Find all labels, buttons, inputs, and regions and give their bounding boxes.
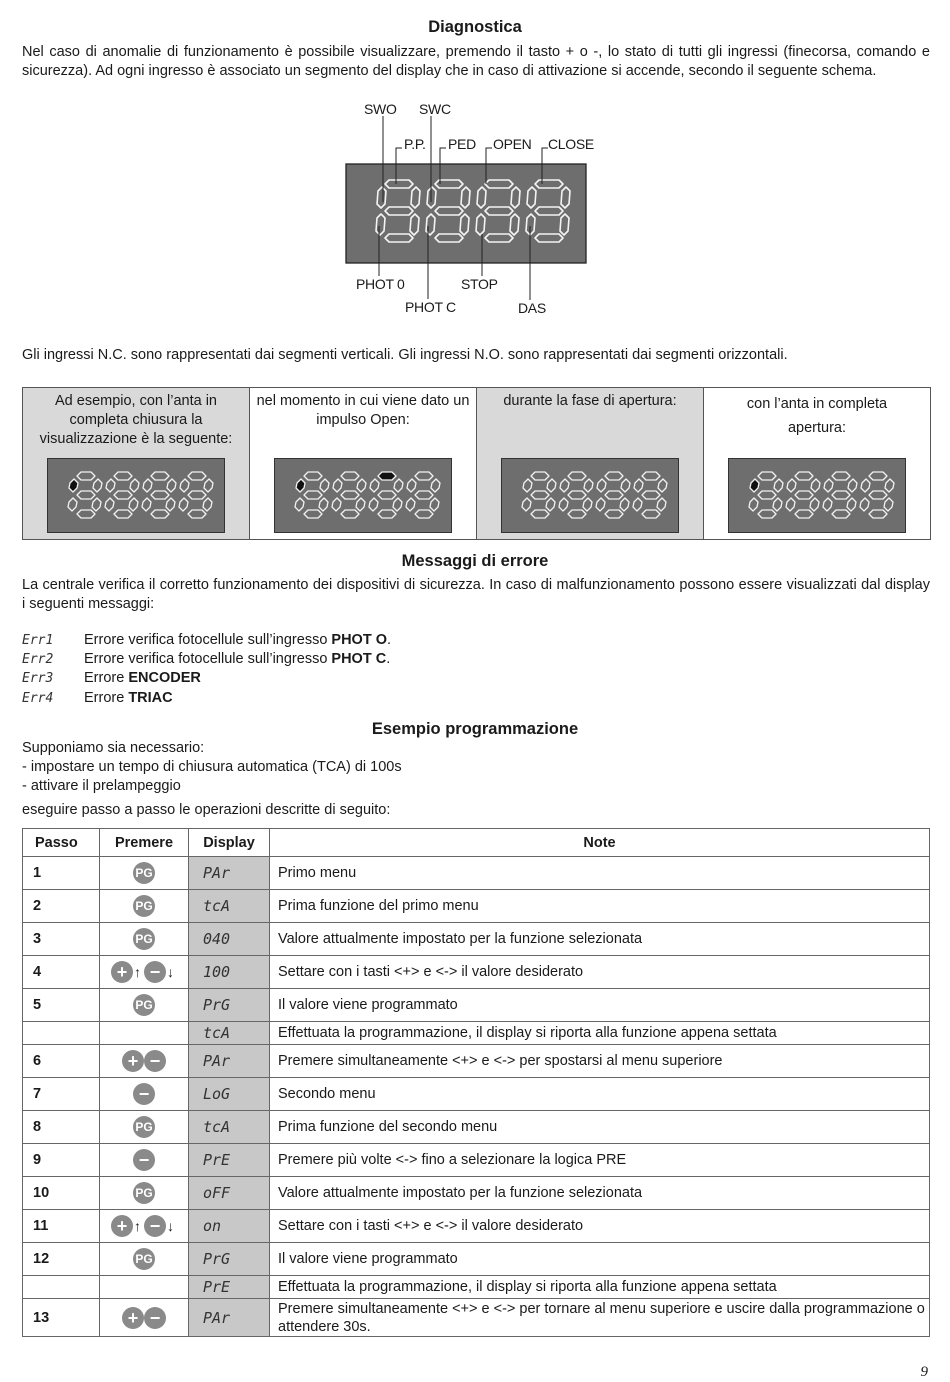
step-number: 7 <box>23 1078 100 1111</box>
step-note: Effettuata la programmazione, il display si riporta alla funzione appena settata <box>270 1276 930 1299</box>
segment-lr <box>620 498 629 511</box>
segment-lr <box>129 498 138 511</box>
pg-button-icon: PG <box>133 1116 155 1138</box>
label-phot0: PHOT 0 <box>356 276 405 292</box>
segment-ll <box>559 498 568 511</box>
segment-ur <box>431 479 440 492</box>
examples-table <box>22 387 931 540</box>
segment-ul <box>787 479 796 492</box>
segment-t <box>568 472 586 480</box>
segment-t <box>869 472 887 480</box>
step-note: Secondo menu <box>270 1078 930 1111</box>
segment-lr <box>430 498 439 511</box>
segment-ur <box>848 479 857 492</box>
segment-b <box>642 510 660 518</box>
segment-ll <box>179 498 188 511</box>
pg-button-icon: PG <box>133 1182 155 1204</box>
segment-ur <box>167 479 176 492</box>
segment-ll <box>522 498 531 511</box>
segment-b <box>304 510 322 518</box>
example-text: nel momento in cui viene dato un impulso Open: <box>256 393 470 428</box>
segment-b <box>605 510 623 518</box>
segment-ur <box>130 479 139 492</box>
label-photc: PHOT C <box>405 299 456 315</box>
segment-lr <box>393 498 402 511</box>
pg-button-icon: PG <box>133 862 155 884</box>
segment-ul <box>824 479 833 492</box>
main-display <box>340 98 600 323</box>
press-buttons <box>100 1243 189 1276</box>
example-cell-closed <box>23 388 250 539</box>
page-number: 9 <box>920 1364 928 1380</box>
segment-lr <box>884 498 893 511</box>
press-buttons <box>100 989 189 1022</box>
segment-ul <box>407 479 416 492</box>
step-number: 13 <box>23 1299 100 1337</box>
segment-m <box>304 491 322 499</box>
segment-ul <box>560 479 569 492</box>
table-row <box>23 1299 930 1337</box>
segment-ur <box>621 479 630 492</box>
segment-t <box>378 472 396 480</box>
display-code: PAr <box>189 1045 270 1078</box>
segment-t <box>114 472 132 480</box>
segment-lr <box>319 498 328 511</box>
plus-button-icon: + <box>111 961 133 983</box>
error-tail: . <box>387 632 392 648</box>
table-row <box>23 1177 930 1210</box>
segment-lr <box>810 498 819 511</box>
segment-b <box>415 510 433 518</box>
segment-t <box>304 472 322 480</box>
step-number: 8 <box>23 1111 100 1144</box>
segment-b <box>151 510 169 518</box>
table-row <box>23 890 930 923</box>
table-row <box>23 857 930 890</box>
segment-ul <box>370 479 379 492</box>
segment-ul <box>861 479 870 492</box>
press-buttons <box>100 1022 189 1045</box>
plus-button-icon: + <box>122 1050 144 1072</box>
segment-ul <box>750 479 759 492</box>
segment-lr <box>92 498 101 511</box>
segment-t <box>151 472 169 480</box>
arrow-up-icon: ↑ <box>134 964 141 980</box>
pg-button-icon: PG <box>133 928 155 950</box>
pg-button-icon: PG <box>133 1248 155 1270</box>
example-display-opening <box>501 458 679 533</box>
section-title-errori: Messaggi di errore <box>401 552 549 570</box>
section-title-diagnostica: Diagnostica <box>428 18 522 36</box>
example-display-open-impulse <box>274 458 452 533</box>
press-buttons <box>100 1078 189 1111</box>
segment-ur <box>93 479 102 492</box>
arrow-up-icon: ↑ <box>134 1218 141 1234</box>
error-code: Err3 <box>22 671 54 686</box>
segment-ll <box>596 498 605 511</box>
error-code: Err1 <box>22 633 54 648</box>
segment-ll <box>749 498 758 511</box>
segment-ur <box>394 479 403 492</box>
segment-ur <box>357 479 366 492</box>
display-code: PrE <box>189 1144 270 1177</box>
display-code: oFF <box>189 1177 270 1210</box>
segment-t <box>758 472 776 480</box>
error-input: ENCODER <box>128 670 201 686</box>
error-input: TRIAC <box>128 690 173 706</box>
segment-b <box>568 510 586 518</box>
steps-table <box>22 828 930 1337</box>
error-input: PHOT O <box>331 632 387 648</box>
error-text: Errore <box>84 690 129 706</box>
step-number: 6 <box>23 1045 100 1078</box>
display-code: tcA <box>189 1022 270 1045</box>
segment-ur <box>547 479 556 492</box>
example-text: Ad esempio, con l’anta in completa chiusura la visualizzazione è la seguente: <box>39 393 233 447</box>
error-item <box>22 632 391 648</box>
segment-lr <box>657 498 666 511</box>
header-display: Display <box>189 829 270 857</box>
prog-intro-line: eseguire passo a passo le operazioni descritte di seguito: <box>22 802 391 818</box>
step-number: 4 <box>23 956 100 989</box>
segment-t <box>188 472 206 480</box>
press-buttons <box>100 1045 189 1078</box>
segment-m <box>795 491 813 499</box>
minus-button-icon: − <box>144 1307 166 1329</box>
error-item <box>22 670 201 686</box>
error-code: Err4 <box>22 691 54 706</box>
segment-b <box>188 510 206 518</box>
press-buttons <box>100 1299 189 1337</box>
segment-m <box>531 491 549 499</box>
segment-lr <box>166 498 175 511</box>
segment-ul <box>296 479 305 492</box>
step-number <box>23 1022 100 1045</box>
press-buttons <box>100 857 189 890</box>
pg-button-icon: PG <box>133 994 155 1016</box>
minus-button-icon: − <box>133 1083 155 1105</box>
step-number: 1 <box>23 857 100 890</box>
segment-ul <box>143 479 152 492</box>
segment-ul <box>523 479 532 492</box>
minus-button-icon: − <box>133 1149 155 1171</box>
prog-intro-line: - attivare il prelampeggio <box>22 778 181 794</box>
error-tail: . <box>386 651 391 667</box>
step-number: 5 <box>23 989 100 1022</box>
press-buttons <box>100 956 189 989</box>
display-code: 100 <box>189 956 270 989</box>
example-display-closed <box>47 458 225 533</box>
segment-t <box>77 472 95 480</box>
display-code: PrE <box>189 1276 270 1299</box>
segment-lr <box>203 498 212 511</box>
step-note: Valore attualmente impostato per la funzione selezionata <box>270 923 930 956</box>
prog-intro-line: - impostare un tempo di chiusura automatica (TCA) di 100s <box>22 759 402 775</box>
segment-m <box>568 491 586 499</box>
step-note: Premere più volte <-> fino a selezionare la logica PRE <box>270 1144 930 1177</box>
segment-m <box>151 491 169 499</box>
segment-m <box>642 491 660 499</box>
diagnostica-intro: Nel caso di anomalie di funzionamento è possibile visualizzare, premendo il tasto + o -, lo stato di tutti gli ingressi (finecorsa, comando e sicurezza). Ad ogni ingresso è associato un segmento del display che in caso di attivazione si accende, secondo il seguente schema. <box>22 44 930 79</box>
segment-ur <box>885 479 894 492</box>
plus-button-icon: + <box>122 1307 144 1329</box>
step-note: Valore attualmente impostato per la funzione selezionata <box>270 1177 930 1210</box>
segment-ll <box>823 498 832 511</box>
table-row <box>23 1045 930 1078</box>
step-number: 11 <box>23 1210 100 1243</box>
segment-ll <box>68 498 77 511</box>
segment-ll <box>633 498 642 511</box>
segment-m <box>188 491 206 499</box>
example-cell-open <box>704 388 930 539</box>
prog-intro-line: Supponiamo sia necessario: <box>22 740 205 756</box>
table-row <box>23 1022 930 1045</box>
segment-lr <box>546 498 555 511</box>
segment-t <box>795 472 813 480</box>
press-buttons <box>100 923 189 956</box>
display-code: 040 <box>189 923 270 956</box>
error-code: Err2 <box>22 652 54 667</box>
table-row <box>23 1111 930 1144</box>
header-press: Premere <box>100 829 189 857</box>
segment-ur <box>204 479 213 492</box>
arrow-down-icon: ↓ <box>167 964 174 980</box>
header-note: Note <box>270 829 930 857</box>
display-code: PAr <box>189 1299 270 1337</box>
segment-ur <box>658 479 667 492</box>
example-text: durante la fase di apertura: <box>503 393 677 409</box>
segment-b <box>341 510 359 518</box>
segment-b <box>869 510 887 518</box>
step-number: 12 <box>23 1243 100 1276</box>
segment-m <box>415 491 433 499</box>
step-number: 2 <box>23 890 100 923</box>
label-pp: P.P. <box>404 136 426 152</box>
header-step: Passo <box>23 829 100 857</box>
press-buttons <box>100 890 189 923</box>
label-das: DAS <box>518 300 546 316</box>
segment-b <box>758 510 776 518</box>
error-input: PHOT C <box>331 651 387 667</box>
table-row <box>23 1276 930 1299</box>
segment-b <box>114 510 132 518</box>
segment-ur <box>584 479 593 492</box>
segment-ll <box>142 498 151 511</box>
segment-ur <box>774 479 783 492</box>
segment-lr <box>356 498 365 511</box>
step-number: 3 <box>23 923 100 956</box>
segment-b <box>378 510 396 518</box>
segment-b <box>531 510 549 518</box>
table-row <box>23 1210 930 1243</box>
label-close: CLOSE <box>548 136 594 152</box>
segment-ul <box>106 479 115 492</box>
example-display-open <box>728 458 906 533</box>
label-open: OPEN <box>493 136 532 152</box>
segment-lr <box>583 498 592 511</box>
table-row <box>23 989 930 1022</box>
error-text: Errore verifica fotocellule sull’ingresso <box>84 651 332 667</box>
step-note: Settare con i tasti <+> e <-> il valore desiderato <box>270 1210 930 1243</box>
label-swc: SWC <box>419 101 451 117</box>
segment-m <box>114 491 132 499</box>
step-note: Effettuata la programmazione, il display si riporta alla funzione appena settata <box>270 1022 930 1045</box>
example-text: con l’anta in completa apertura: <box>746 396 888 436</box>
segment-m <box>378 491 396 499</box>
segment-b <box>77 510 95 518</box>
display-code: PAr <box>189 857 270 890</box>
plus-button-icon: + <box>111 1215 133 1237</box>
label-swo: SWO <box>364 101 397 117</box>
section-title-programmazione: Esempio programmazione <box>371 720 579 738</box>
label-stop: STOP <box>461 276 498 292</box>
display-code: PrG <box>189 1243 270 1276</box>
display-code: on <box>189 1210 270 1243</box>
segment-m <box>77 491 95 499</box>
pg-button-icon: PG <box>133 895 155 917</box>
segment-m <box>758 491 776 499</box>
segment-lr <box>847 498 856 511</box>
step-number: 10 <box>23 1177 100 1210</box>
minus-button-icon: − <box>144 961 166 983</box>
step-number <box>23 1276 100 1299</box>
display-code: tcA <box>189 1111 270 1144</box>
segment-ll <box>332 498 341 511</box>
label-ped: PED <box>448 136 476 152</box>
table-row <box>23 923 930 956</box>
segment-m <box>605 491 623 499</box>
step-number: 9 <box>23 1144 100 1177</box>
segment-m <box>341 491 359 499</box>
display-code: tcA <box>189 890 270 923</box>
segment-ll <box>295 498 304 511</box>
segment-ll <box>105 498 114 511</box>
segment-ul <box>180 479 189 492</box>
table-header-row <box>23 829 930 857</box>
segment-lr <box>773 498 782 511</box>
step-note: Primo menu <box>270 857 930 890</box>
step-note: Prima funzione del primo menu <box>270 890 930 923</box>
minus-button-icon: − <box>144 1215 166 1237</box>
table-row <box>23 1078 930 1111</box>
error-text: Errore <box>84 670 129 686</box>
press-buttons <box>100 1210 189 1243</box>
step-note: Premere simultaneamente <+> e <-> per tornare al menu superiore e uscire dalla programmazione o attendere 30s. <box>270 1299 930 1337</box>
segment-t <box>415 472 433 480</box>
display-code: PrG <box>189 989 270 1022</box>
segment-m <box>869 491 887 499</box>
segment-ur <box>320 479 329 492</box>
segment-ll <box>369 498 378 511</box>
example-cell-open-impulse <box>250 388 477 539</box>
press-buttons <box>100 1111 189 1144</box>
example-cell-opening <box>477 388 704 539</box>
segment-ll <box>406 498 415 511</box>
step-note: Settare con i tasti <+> e <-> il valore desiderato <box>270 956 930 989</box>
segment-t <box>832 472 850 480</box>
error-item <box>22 690 173 706</box>
press-buttons <box>100 1276 189 1299</box>
error-text: Errore verifica fotocellule sull’ingresso <box>84 632 332 648</box>
table-row <box>23 956 930 989</box>
display-code: LoG <box>189 1078 270 1111</box>
step-note: Il valore viene programmato <box>270 1243 930 1276</box>
press-buttons <box>100 1177 189 1210</box>
segment-ll <box>860 498 869 511</box>
step-note: Premere simultaneamente <+> e <-> per spostarsi al menu superiore <box>270 1045 930 1078</box>
diagnostica-note: Gli ingressi N.C. sono rappresentati dai segmenti verticali. Gli ingressi N.O. sono rappresentati dai segmenti orizzontali. <box>22 347 788 363</box>
errors-intro: La centrale verifica il corretto funzionamento dei dispositivi di sicurezza. In caso di malfunzionamento possono essere visualizzati dal display i seguenti messaggi: <box>22 577 930 612</box>
segment-t <box>605 472 623 480</box>
segment-ul <box>634 479 643 492</box>
segment-ul <box>597 479 606 492</box>
segment-ul <box>333 479 342 492</box>
segment-ll <box>786 498 795 511</box>
step-note: Prima funzione del secondo menu <box>270 1111 930 1144</box>
table-row <box>23 1144 930 1177</box>
segment-ul <box>69 479 78 492</box>
segment-m <box>832 491 850 499</box>
segment-b <box>832 510 850 518</box>
segment-t <box>341 472 359 480</box>
segment-ur <box>811 479 820 492</box>
error-item <box>22 651 390 667</box>
segment-b <box>795 510 813 518</box>
minus-button-icon: − <box>144 1050 166 1072</box>
segment-t <box>531 472 549 480</box>
press-buttons <box>100 1144 189 1177</box>
step-note: Il valore viene programmato <box>270 989 930 1022</box>
table-row <box>23 1243 930 1276</box>
segment-t <box>642 472 660 480</box>
arrow-down-icon: ↓ <box>167 1218 174 1234</box>
